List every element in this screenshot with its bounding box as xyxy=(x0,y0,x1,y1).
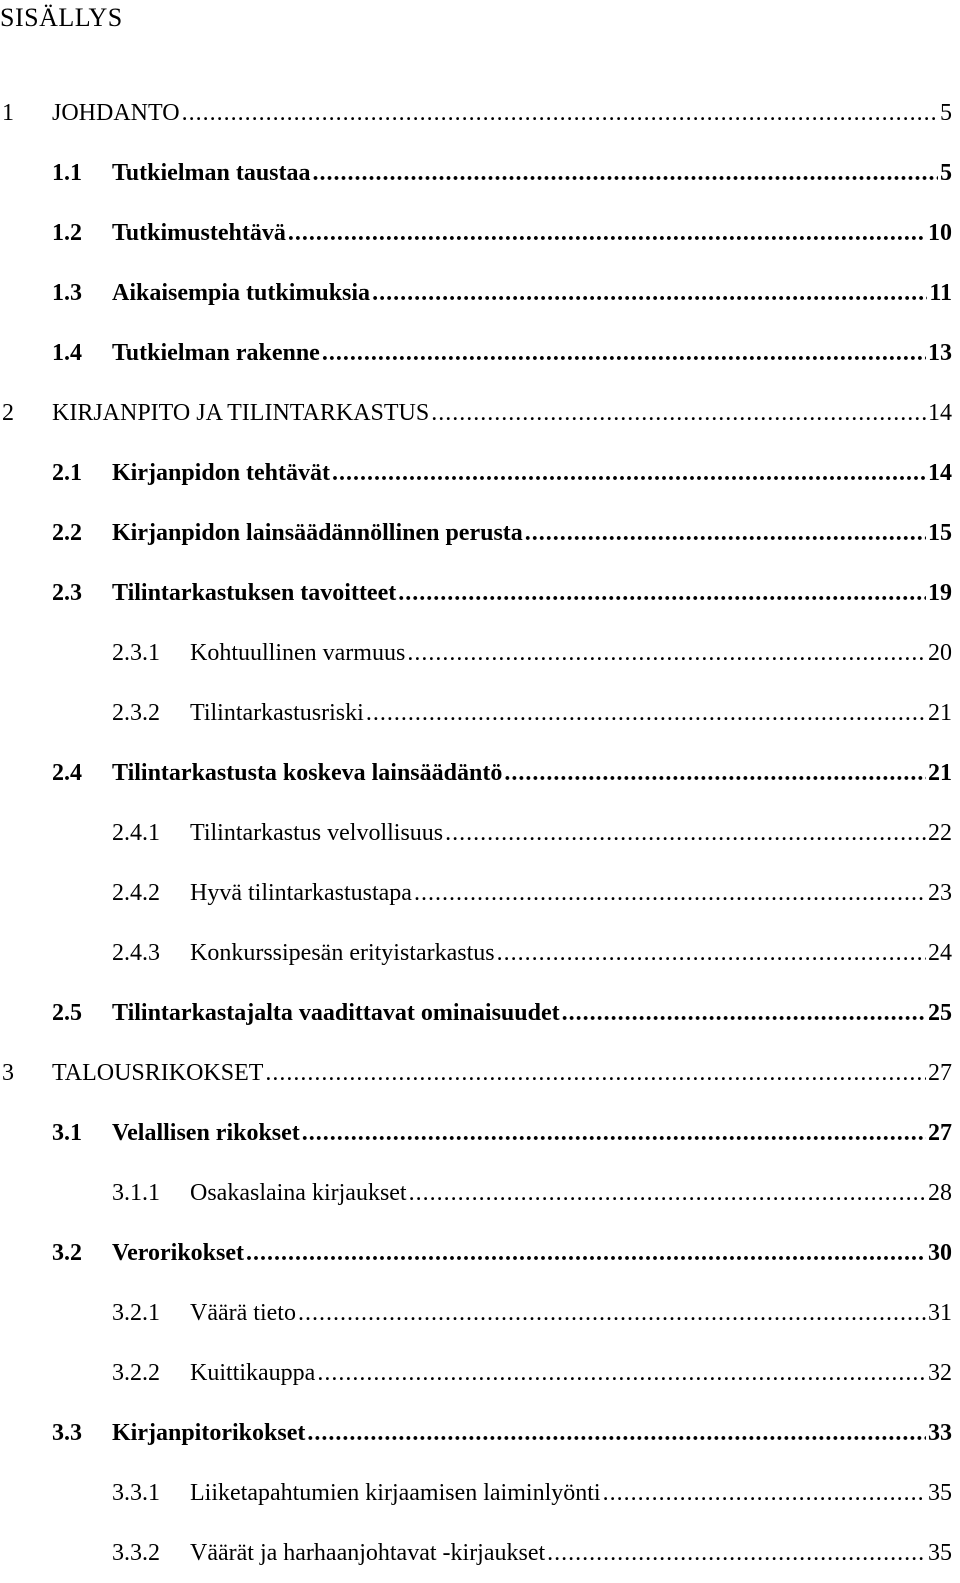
toc-entry-number: 2.4.2 xyxy=(112,879,160,906)
dot-leader xyxy=(265,1060,926,1087)
toc-entry-page: 30 xyxy=(928,1239,952,1266)
toc-entry[interactable] xyxy=(0,1523,952,1583)
toc-entry-number: 3.3 xyxy=(52,1419,82,1446)
dot-leader xyxy=(445,820,926,847)
toc-entry[interactable] xyxy=(0,1343,952,1403)
dot-leader xyxy=(497,940,926,967)
dot-leader xyxy=(366,700,926,727)
toc-entry-number: 2.4.1 xyxy=(112,819,160,846)
toc-entry[interactable] xyxy=(0,563,952,623)
toc-entry-page: 19 xyxy=(928,579,952,606)
toc-entry-page: 23 xyxy=(928,879,952,906)
toc-entry[interactable] xyxy=(0,383,952,443)
toc-entry-number: 1.2 xyxy=(52,219,82,246)
toc-entry-page: 35 xyxy=(928,1539,952,1566)
toc-entry[interactable] xyxy=(0,803,952,863)
dot-leader xyxy=(398,580,926,607)
dot-leader xyxy=(302,1120,926,1147)
toc-entry-page: 21 xyxy=(928,699,952,726)
toc-entry-page: 31 xyxy=(928,1299,952,1326)
dot-leader xyxy=(504,760,926,787)
toc-entry-title: Väärä tieto xyxy=(190,1299,296,1326)
toc-entry-number: 2.2 xyxy=(52,519,82,546)
toc-entry-title: Kuittikauppa xyxy=(190,1359,316,1386)
toc-entry-title: Tutkimustehtävä xyxy=(112,219,286,246)
toc-entry-title: Aikaisempia tutkimuksia xyxy=(112,279,371,306)
toc-entry-title: Tutkielman rakenne xyxy=(112,339,320,366)
toc-entry[interactable] xyxy=(0,443,952,503)
dot-leader xyxy=(182,100,938,127)
dot-leader xyxy=(307,1420,926,1447)
toc-entry-title: Kohtuullinen varmuus xyxy=(190,639,406,666)
toc-entry-number: 1.3 xyxy=(52,279,82,306)
toc-entry-number: 3.3.1 xyxy=(112,1479,160,1506)
toc-entry-page: 13 xyxy=(928,339,952,366)
toc-entry[interactable] xyxy=(0,683,952,743)
toc-entry-page: 21 xyxy=(928,759,952,786)
toc-entry[interactable] xyxy=(0,923,952,983)
dot-leader xyxy=(288,220,926,247)
dot-leader xyxy=(332,460,926,487)
toc-entry-page: 5 xyxy=(940,99,952,126)
toc-entry-page: 11 xyxy=(929,279,952,306)
dot-leader xyxy=(322,340,926,367)
toc-entry-title: TALOUSRIKOKSET xyxy=(52,1059,264,1086)
dot-leader xyxy=(603,1480,926,1507)
toc-entry-number: 1 xyxy=(2,99,14,126)
toc-entry-number: 2.1 xyxy=(52,459,82,486)
table-of-contents xyxy=(0,83,952,1583)
toc-entry-number: 1.4 xyxy=(52,339,82,366)
toc-entry-number: 3.2 xyxy=(52,1239,82,1266)
dot-leader xyxy=(547,1540,926,1567)
toc-entry-page: 27 xyxy=(928,1059,952,1086)
toc-entry-page: 32 xyxy=(928,1359,952,1386)
toc-entry-number: 3.2.1 xyxy=(112,1299,160,1326)
toc-entry-number: 2.3.2 xyxy=(112,699,160,726)
toc-entry[interactable] xyxy=(0,503,952,563)
toc-entry-page: 35 xyxy=(928,1479,952,1506)
page-title: SISÄLLYS xyxy=(0,3,123,32)
dot-leader xyxy=(525,520,926,547)
toc-entry-title: Verorikokset xyxy=(112,1239,244,1266)
toc-entry-number: 2 xyxy=(2,399,14,426)
toc-entry-title: Tilintarkastusta koskeva lainsäädäntö xyxy=(112,759,503,786)
dot-leader xyxy=(372,280,927,307)
toc-entry-title: Tilintarkastusriski xyxy=(190,699,364,726)
toc-entry[interactable] xyxy=(0,623,952,683)
toc-entry-number: 2.3.1 xyxy=(112,639,160,666)
toc-entry[interactable] xyxy=(0,863,952,923)
toc-entry-title: Liiketapahtumien kirjaamisen laiminlyönti xyxy=(190,1479,601,1506)
toc-entry-title: Kirjanpidon lainsäädännöllinen perusta xyxy=(112,519,523,546)
dot-leader xyxy=(313,160,939,187)
toc-entry[interactable] xyxy=(0,1463,952,1523)
toc-entry-title: Velallisen rikokset xyxy=(112,1119,300,1146)
toc-entry[interactable] xyxy=(0,203,952,263)
toc-entry-number: 3.1.1 xyxy=(112,1179,160,1206)
toc-entry-number: 2.4.3 xyxy=(112,939,160,966)
toc-entry-number: 3.2.2 xyxy=(112,1359,160,1386)
toc-entry-title: Kirjanpitorikokset xyxy=(112,1419,306,1446)
toc-entry-number: 2.5 xyxy=(52,999,82,1026)
toc-entry-number: 2.4 xyxy=(52,759,82,786)
dot-leader xyxy=(562,1000,926,1027)
toc-entry-page: 28 xyxy=(928,1179,952,1206)
toc-entry-page: 14 xyxy=(928,399,952,426)
toc-entry[interactable] xyxy=(0,1223,952,1283)
toc-entry[interactable] xyxy=(0,983,952,1043)
dot-leader xyxy=(409,1180,926,1207)
toc-entry-title: Tutkielman taustaa xyxy=(112,159,311,186)
toc-entry[interactable] xyxy=(0,83,952,143)
dot-leader xyxy=(298,1300,926,1327)
toc-entry-page: 25 xyxy=(928,999,952,1026)
toc-entry-page: 10 xyxy=(928,219,952,246)
toc-entry-page: 15 xyxy=(928,519,952,546)
toc-entry-title: Osakaslaina kirjaukset xyxy=(190,1179,407,1206)
toc-entry-title: KIRJANPITO JA TILINTARKASTUS xyxy=(52,399,430,426)
toc-entry-page: 20 xyxy=(928,639,952,666)
toc-entry-page: 33 xyxy=(928,1419,952,1446)
toc-entry-page: 14 xyxy=(928,459,952,486)
dot-leader xyxy=(317,1360,926,1387)
toc-entry-title: JOHDANTO xyxy=(52,99,180,126)
toc-entry-title: Kirjanpidon tehtävät xyxy=(112,459,331,486)
dot-leader xyxy=(414,880,926,907)
toc-entry-page: 22 xyxy=(928,819,952,846)
toc-entry[interactable] xyxy=(0,1103,952,1163)
toc-entry[interactable] xyxy=(0,1403,952,1463)
toc-entry-page: 27 xyxy=(928,1119,952,1146)
toc-entry-title: Väärät ja harhaanjohtavat -kirjaukset xyxy=(190,1539,546,1566)
toc-entry-number: 3.1 xyxy=(52,1119,82,1146)
toc-entry-title: Tilintarkastajalta vaadittavat ominaisuudet xyxy=(112,999,560,1026)
toc-entry-title: Tilintarkastus velvollisuus xyxy=(190,819,444,846)
toc-entry[interactable] xyxy=(0,1163,952,1223)
toc-entry[interactable] xyxy=(0,143,952,203)
toc-entry[interactable] xyxy=(0,1043,952,1103)
toc-entry[interactable] xyxy=(0,1283,952,1343)
toc-entry[interactable] xyxy=(0,263,952,323)
toc-entry-number: 3 xyxy=(2,1059,14,1086)
toc-entry[interactable] xyxy=(0,743,952,803)
toc-entry[interactable] xyxy=(0,323,952,383)
toc-entry-title: Tilintarkastuksen tavoitteet xyxy=(112,579,397,606)
toc-entry-number: 2.3 xyxy=(52,579,82,606)
toc-entry-title: Hyvä tilintarkastustapa xyxy=(190,879,412,906)
dot-leader xyxy=(431,400,926,427)
toc-entry-number: 1.1 xyxy=(52,159,82,186)
toc-entry-page: 5 xyxy=(940,159,952,186)
toc-entry-page: 24 xyxy=(928,939,952,966)
dot-leader xyxy=(407,640,926,667)
toc-entry-title: Konkurssipesän erityistarkastus xyxy=(190,939,495,966)
dot-leader xyxy=(246,1240,926,1267)
toc-entry-number: 3.3.2 xyxy=(112,1539,160,1566)
